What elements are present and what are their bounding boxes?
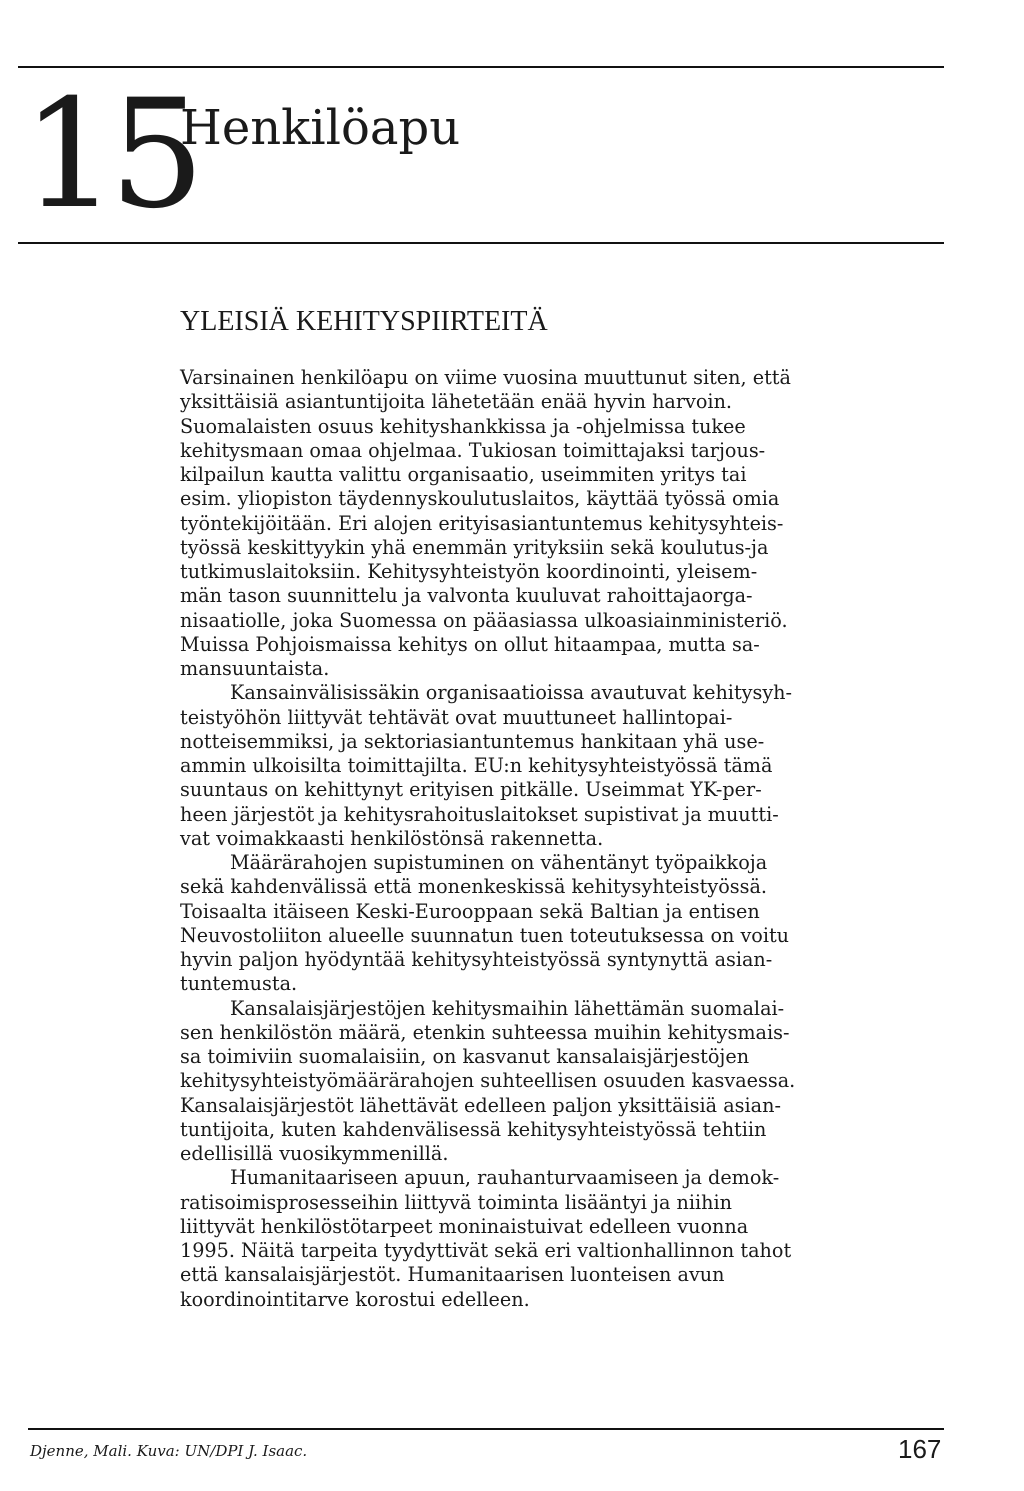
header-divider <box>18 242 944 244</box>
text-line: yksittäisiä asiantuntijoita lähetetään enää hyvin harvoin. <box>180 390 733 414</box>
text-line: heen järjestöt ja kehitysrahoituslaitokset supistivat ja muutti- <box>180 802 779 826</box>
body-paragraph <box>180 681 870 851</box>
text-line: Määrärahojen supistuminen on vähentänyt työpaikkoja <box>230 851 768 874</box>
text-line: työntekijöitään. Eri alojen erityisasiantuntemus kehitysyhteis- <box>180 511 784 535</box>
body-paragraph <box>180 997 870 1167</box>
text-line: työssä keskittyykin yhä enemmän yrityksiin sekä koulutus-ja <box>180 535 769 559</box>
text-line: Kansainvälisissäkin organisaatioissa avautuvat kehitysyh- <box>230 681 793 705</box>
text-line: suuntaus on kehittynyt erityisen pitkälle. Useimmat YK-per- <box>180 778 762 802</box>
text-line: että kansalaisjärjestöt. Humanitaarisen luonteisen avun <box>180 1263 725 1287</box>
text-line: nisaatiolle, joka Suomessa on pääasiassa ulkoasiainministeriö. <box>180 608 788 632</box>
text-line: koordinointitarve korostui edelleen. <box>180 1287 530 1311</box>
text-line: Muissa Pohjoismaissa kehitys on ollut hitaampaa, mutta sa- <box>180 632 760 656</box>
body-paragraph <box>180 1166 870 1312</box>
section-heading: YLEISIÄ KEHITYSPIIRTEITÄ <box>180 306 548 337</box>
text-line: edellisillä vuosikymmenillä. <box>180 1142 449 1165</box>
body-paragraph <box>180 851 870 997</box>
text-line: kilpailun kautta valittu organisaatio, useimmiten yritys tai <box>180 463 747 486</box>
text-line: Suomalaisten osuus kehityshankkissa ja -ohjelmissa tukee <box>180 414 746 438</box>
text-line: tuntemusta. <box>180 972 298 996</box>
text-line: Humanitaariseen apuun, rauhanturvaamiseen ja demok- <box>230 1166 780 1190</box>
text-line: hyvin paljon hyödyntää kehitysyhteistyössä syntynyttä asian- <box>180 948 773 971</box>
text-line: mansuuntaista. <box>180 657 330 680</box>
text-line: liittyvät henkilöstötarpeet moninaistuivat edelleen vuonna <box>180 1214 749 1238</box>
chapter-title: Henkilöapu <box>180 100 461 156</box>
page-number: 167 <box>898 1434 942 1464</box>
text-line: Varsinainen henkilöapu on viime vuosina muuttunut siten, että <box>180 366 791 389</box>
text-line: tuntijoita, kuten kahdenvälisessä kehitysyhteistyössä tehtiin <box>180 1117 767 1141</box>
body-paragraph <box>180 366 870 681</box>
text-line: Kansalaisjärjestöjen kehitysmaihin lähettämän suomalai- <box>230 996 785 1020</box>
text-line: sen henkilöstön määrä, etenkin suhteessa muihin kehitysmais- <box>180 1020 790 1044</box>
text-line: vat voimakkaasti henkilöstönsä rakennetta. <box>180 826 604 850</box>
body-text <box>180 366 870 1312</box>
text-line: ammin ulkoisilta toimittajilta. EU:n kehitysyhteistyössä tämä <box>180 754 773 777</box>
text-line: Neuvostoliiton alueelle suunnatun tuen toteutuksessa on voitu <box>180 923 790 947</box>
text-line: teistyöhön liittyvät tehtävät ovat muuttuneet hallintopai- <box>180 705 733 729</box>
text-line: sekä kahdenvälissä että monenkeskissä kehitysyhteistyössä. <box>180 875 767 899</box>
text-line: notteisemmiksi, ja sektoriasiantuntemus hankitaan yhä use- <box>180 729 765 753</box>
text-line: Toisaalta itäiseen Keski-Eurooppaan sekä Baltian ja entisen <box>180 899 760 923</box>
text-line: kehitysyhteistyömäärärahojen suhteellisen osuuden kasvaessa. <box>180 1069 796 1093</box>
text-line: Kansalaisjärjestöt lähettävät edelleen paljon yksittäisiä asian- <box>180 1093 781 1117</box>
text-line: tutkimuslaitoksiin. Kehitysyhteistyön koordinointi, yleisem- <box>180 560 758 583</box>
chapter-number: 15 <box>22 68 197 242</box>
text-line: esim. yliopiston täydennyskoulutuslaitos, käyttää työssä omia <box>180 487 780 511</box>
text-line: 1995. Näitä tarpeita tyydyttivät sekä eri valtionhallinnon tahot <box>180 1239 792 1262</box>
footer-rule <box>28 1428 944 1430</box>
text-line: kehitysmaan omaa ohjelmaa. Tukiosan toimittajaksi tarjous- <box>180 438 766 462</box>
text-line: män tason suunnittelu ja valvonta kuuluvat rahoittajaorga- <box>180 584 753 608</box>
text-line: sa toimiviin suomalaisiin, on kasvanut kansalaisjärjestöjen <box>180 1045 750 1068</box>
photo-caption: Djenne, Mali. Kuva: UN/DPI J. Isaac. <box>30 1442 308 1460</box>
text-line: ratisoimisprosesseihin liittyvä toiminta lisääntyi ja niihin <box>180 1190 733 1214</box>
